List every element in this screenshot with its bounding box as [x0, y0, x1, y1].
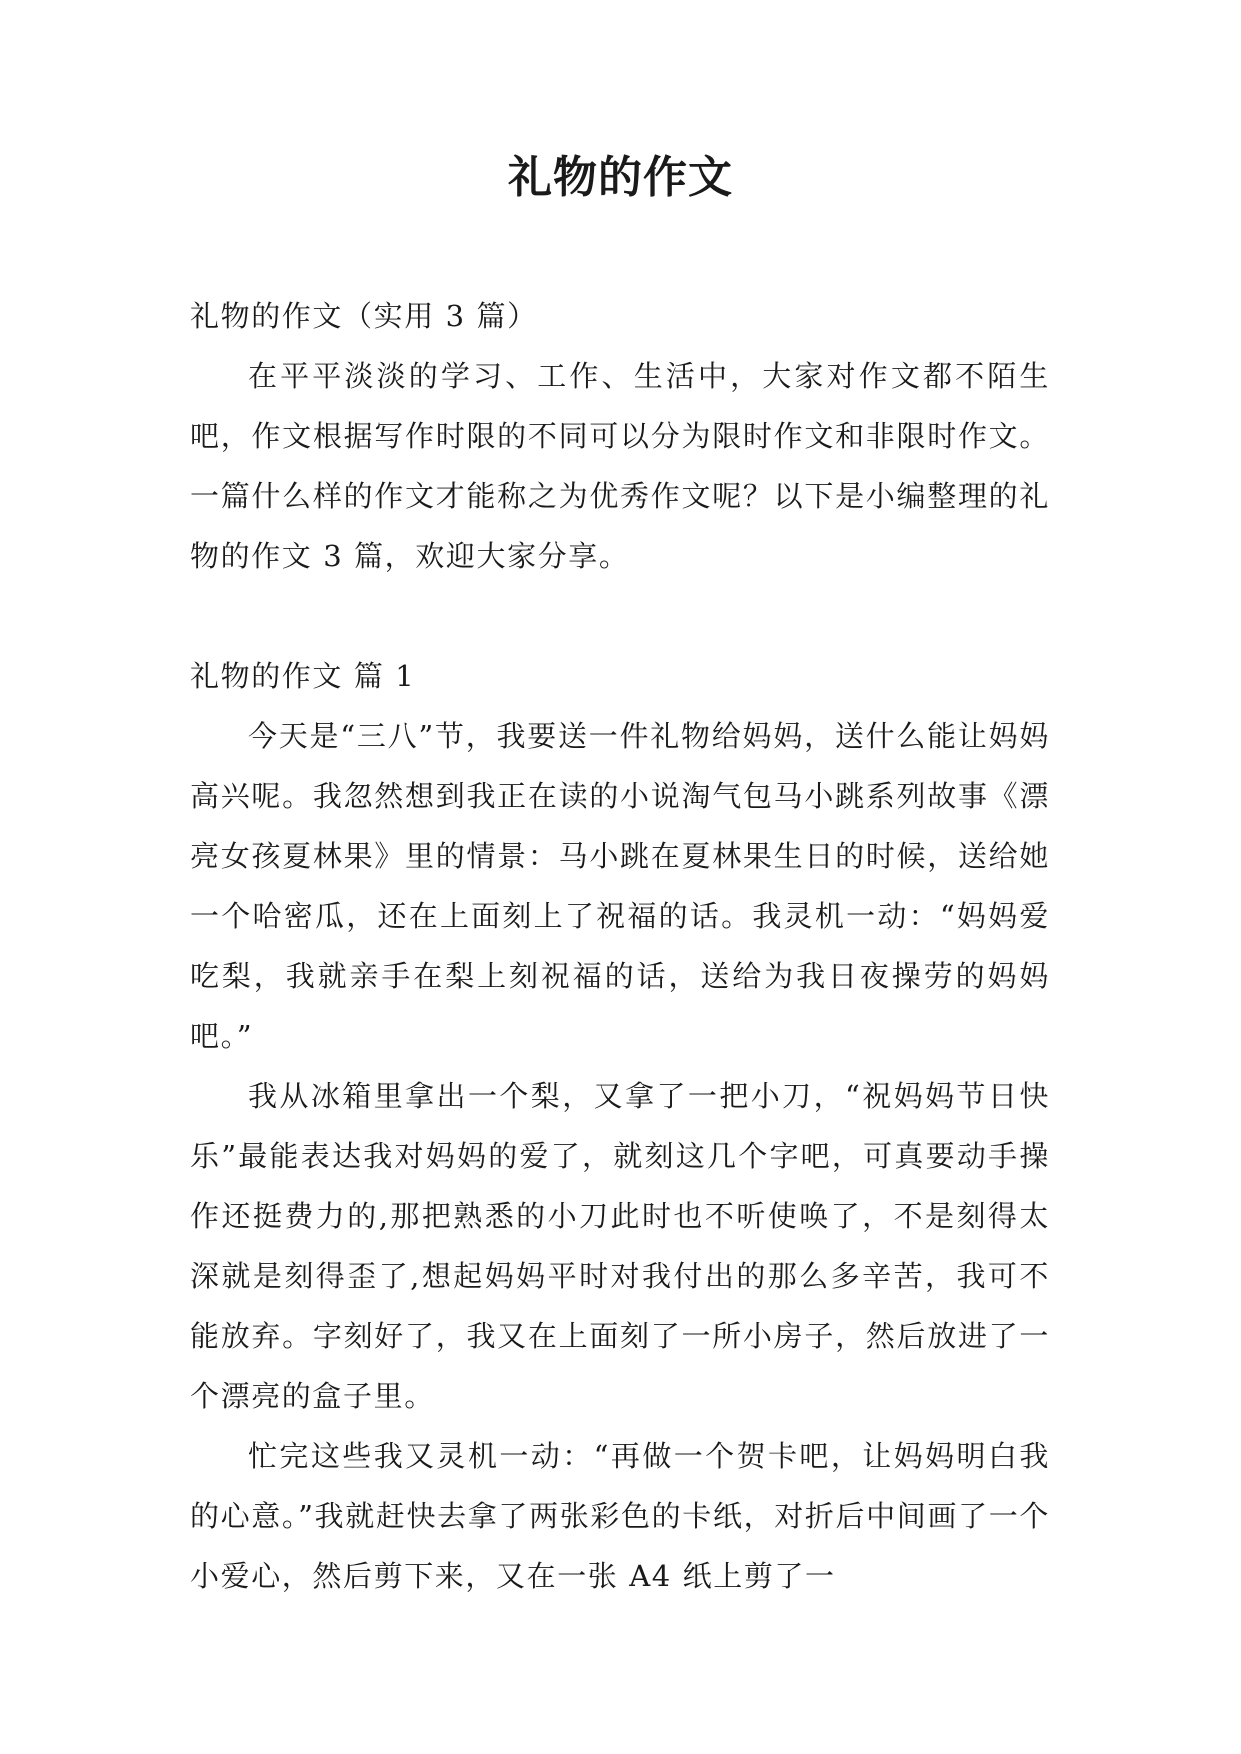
document-title: 礼物的作文 — [508, 152, 733, 203]
intro-paragraph: 在平平淡淡的学习、工作、生活中，大家对作文都不陌生吧，作文根据写作时限的不同可以分为限时作文和非限时作文。一篇什么样的作文才能称之为优秀作文呢？以下是小编整理的礼物的作文 3 篇，欢迎大家分享。 — [190, 359, 1050, 573]
section-heading: 礼物的作文 篇 1 — [190, 659, 416, 693]
body-paragraph: 忙完这些我又灵机一动：“再做一个贺卡吧，让妈妈明白我的心意。”我就赶快去拿了两张彩色的卡纸，对折后中间画了一个小爱心，然后剪下来，又在一张 A4 纸上剪了一 — [190, 1439, 1050, 1593]
body-paragraph: 今天是“三八”节，我要送一件礼物给妈妈，送什么能让妈妈高兴呢。我忽然想到我正在读的小说淘气包马小跳系列故事《漂亮女孩夏林果》里的情景：马小跳在夏林果生日的时候，送给她一个哈密瓜，还在上面刻上了祝福的话。我灵机一动：“妈妈爱吃梨，我就亲手在梨上刻祝福的话，送给为我日夜操劳的妈妈吧。” — [190, 719, 1050, 1053]
document-body — [190, 286, 1050, 1606]
section-spacer — [190, 586, 1050, 646]
document-subtitle: 礼物的作文（实用 3 篇） — [190, 299, 538, 333]
body-paragraph: 我从冰箱里拿出一个梨，又拿了一把小刀，“祝妈妈节日快乐”最能表达我对妈妈的爱了，就刻这几个字吧，可真要动手操作还挺费力的,那把熟悉的小刀此时也不听使唤了，不是刻得太深就是刻得歪了,想起妈妈平时对我付出的那么多辛苦，我可不能放弃。字刻好了，我又在上面刻了一所小房子，然后放进了一个漂亮的盒子里。 — [190, 1079, 1050, 1413]
